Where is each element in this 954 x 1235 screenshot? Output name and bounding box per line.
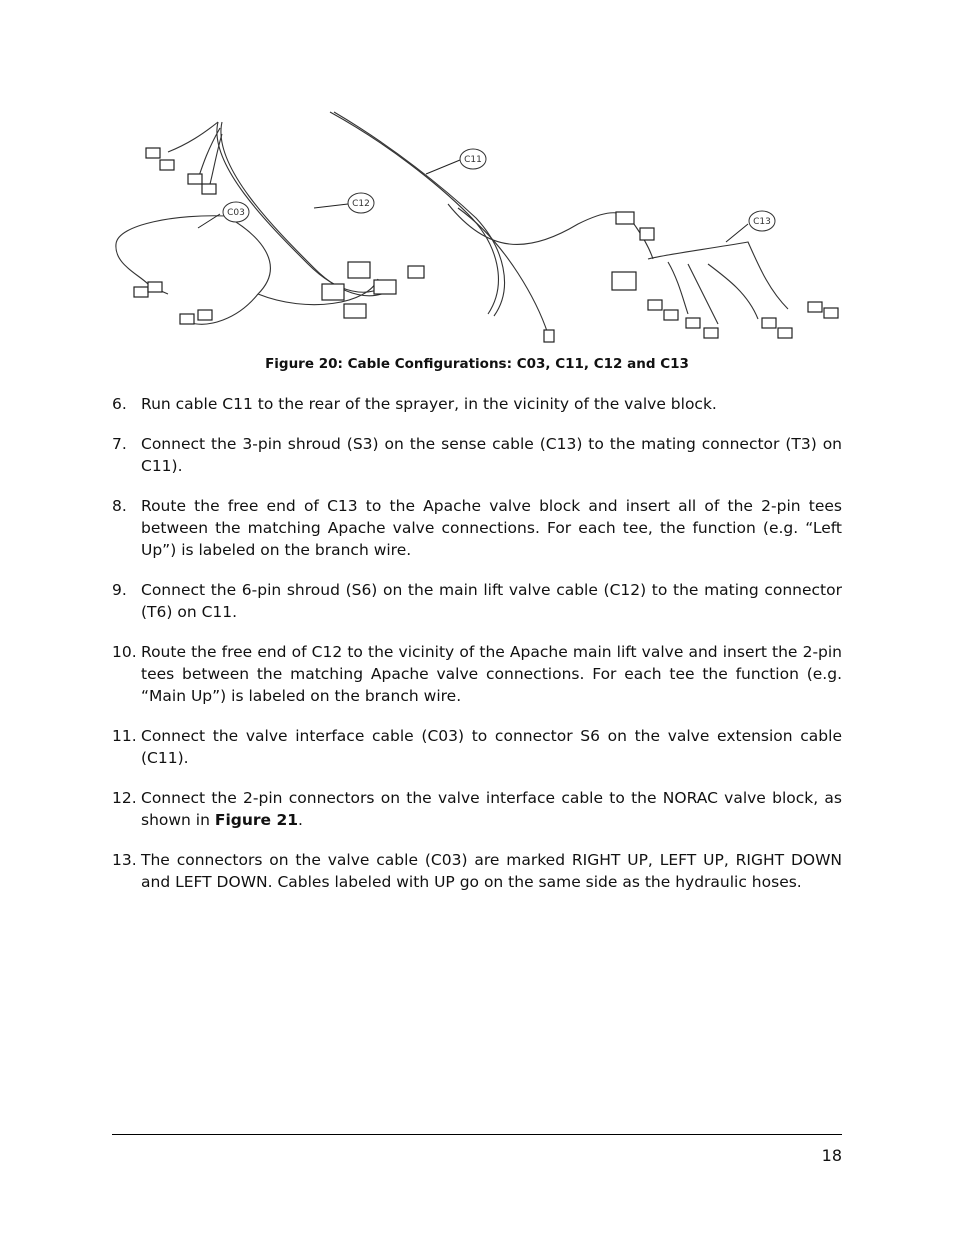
step-number: 11. [112,727,137,745]
step-10 [112,641,842,707]
step-8 [112,495,842,561]
step-number: 12. [112,789,137,807]
step-number: 9. [112,581,127,599]
footer-divider [112,1134,842,1135]
step-12 [112,787,842,831]
step-number: 10. [112,643,137,661]
label-c11: C11 [464,155,482,165]
step-11 [112,725,842,769]
c03-cable [116,216,226,284]
cable-configuration-figure [108,104,848,352]
step-text-end: . [298,811,303,829]
instruction-steps [112,393,842,911]
three-pin-shroud-s3 [616,212,634,224]
step-text: Connect the 6-pin shroud (S6) on the main lift valve cable (C12) to the mating connector (T6) on C11. [141,581,842,621]
figure-reference: Figure 21 [214,811,299,829]
step-text: Connect the 3-pin shroud (S3) on the sense cable (C13) to the mating connector (T3) on C11). [141,435,842,475]
connector-c03-a [134,287,148,297]
step-13 [112,849,842,893]
step-text: Connect the valve interface cable (C03) to connector S6 on the valve extension cable (C11). [141,727,842,767]
label-c13: C13 [753,217,771,227]
c13-cable [648,242,788,309]
step-text: Connect the 2-pin connectors on the valve interface cable to the NORAC valve block, as shown in [141,789,842,829]
step-6 [112,393,842,415]
step-7 [112,433,842,477]
cable-drawing [108,104,848,352]
c11-cable [330,112,498,314]
page-number: 18 [821,1146,842,1165]
step-text: Route the free end of C12 to the vicinity of the Apache main lift valve and insert the 2-pin tees between the matching Apache valve connections. For each tee the function (e.g. “Main Up”) is labeled on the branch wire. [141,643,842,705]
figure-caption: Figure 20: Cable Configurations: C03, C11, C12 and C13 [265,356,689,372]
label-c03: C03 [227,208,245,218]
step-number: 7. [112,435,127,453]
step-number: 8. [112,497,127,515]
step-text: The connectors on the valve cable (C03) are marked RIGHT UP, LEFT UP, RIGHT DOWN and LEFT DOWN. Cables labeled with UP go on the same side as the hydraulic hoses. [141,851,842,891]
six-pin-shroud-s6 [348,262,370,278]
step-text: Run cable C11 to the rear of the sprayer, in the vicinity of the valve block. [141,395,717,413]
step-number: 6. [112,395,127,413]
connector-c12-a [146,148,160,158]
step-number: 13. [112,851,137,869]
label-c12: C12 [352,199,370,209]
step-9 [112,579,842,623]
step-text: Route the free end of C13 to the Apache valve block and insert all of the 2-pin tees between the matching Apache valve connections. For each tee, the function (e.g. “Left Up”) is labeled on the branch wire. [141,497,842,559]
